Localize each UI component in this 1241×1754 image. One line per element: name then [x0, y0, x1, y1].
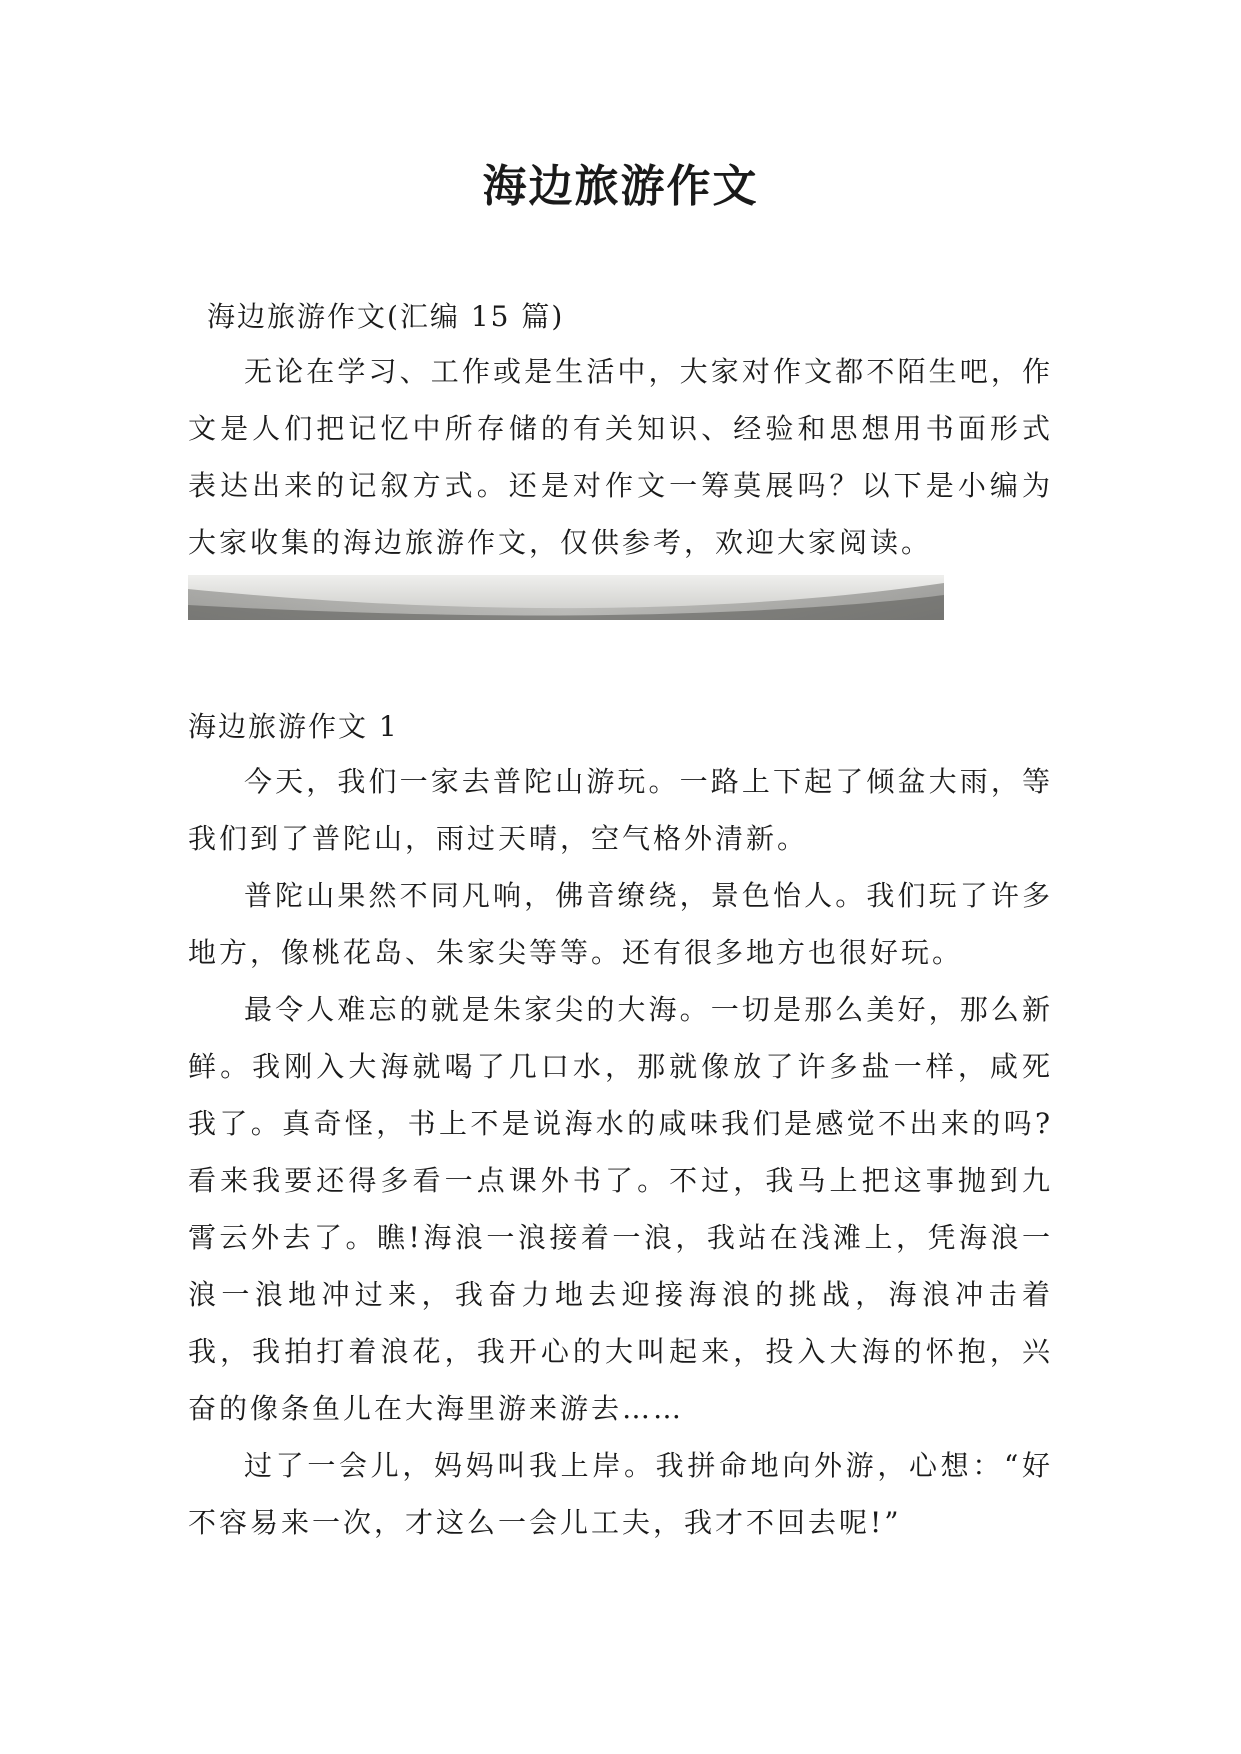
essay-paragraph: 今天，我们一家去普陀山游玩。一路上下起了倾盆大雨，等我们到了普陀山，雨过天晴，空气格外清新。 [188, 765, 1053, 855]
document-title: 海边旅游作文 [482, 161, 759, 212]
section-heading: 海边旅游作文 1 [188, 710, 399, 743]
banner-graphic [188, 575, 944, 620]
essay-paragraph: 过了一会儿，妈妈叫我上岸。我拼命地向外游，心想：“好不容易来一次，才这么一会儿工夫，我才不回去呢!” [188, 1449, 1053, 1539]
intro-block [188, 343, 1053, 571]
document-subtitle: 海边旅游作文(汇编 15 篇) [207, 300, 565, 333]
decorative-banner-image [188, 575, 944, 620]
essay-body [188, 753, 1053, 1551]
essay-paragraph: 最令人难忘的就是朱家尖的大海。一切是那么美好，那么新鲜。我刚入大海就喝了几口水，那就像放了许多盐一样，咸死我了。真奇怪，书上不是说海水的咸味我们是感觉不出来的吗?看来我要还得多看一点课外书了。不过，我马上把这事抛到九霄云外去了。瞧!海浪一浪接着一浪，我站在浅滩上，凭海浪一浪一浪地冲过来，我奋力地去迎接海浪的挑战，海浪冲击着我，我拍打着浪花，我开心的大叫起来，投入大海的怀抱，兴奋的像条鱼儿在大海里游来游去…… [188, 993, 1053, 1425]
intro-paragraph: 无论在学习、工作或是生活中，大家对作文都不陌生吧，作文是人们把记忆中所存储的有关知识、经验和思想用书面形式表达出来的记叙方式。还是对作文一筹莫展吗？以下是小编为大家收集的海边旅游作文，仅供参考，欢迎大家阅读。 [188, 355, 1053, 559]
essay-paragraph: 普陀山果然不同凡响，佛音缭绕，景色怡人。我们玩了许多地方，像桃花岛、朱家尖等等。还有很多地方也很好玩。 [188, 879, 1053, 969]
